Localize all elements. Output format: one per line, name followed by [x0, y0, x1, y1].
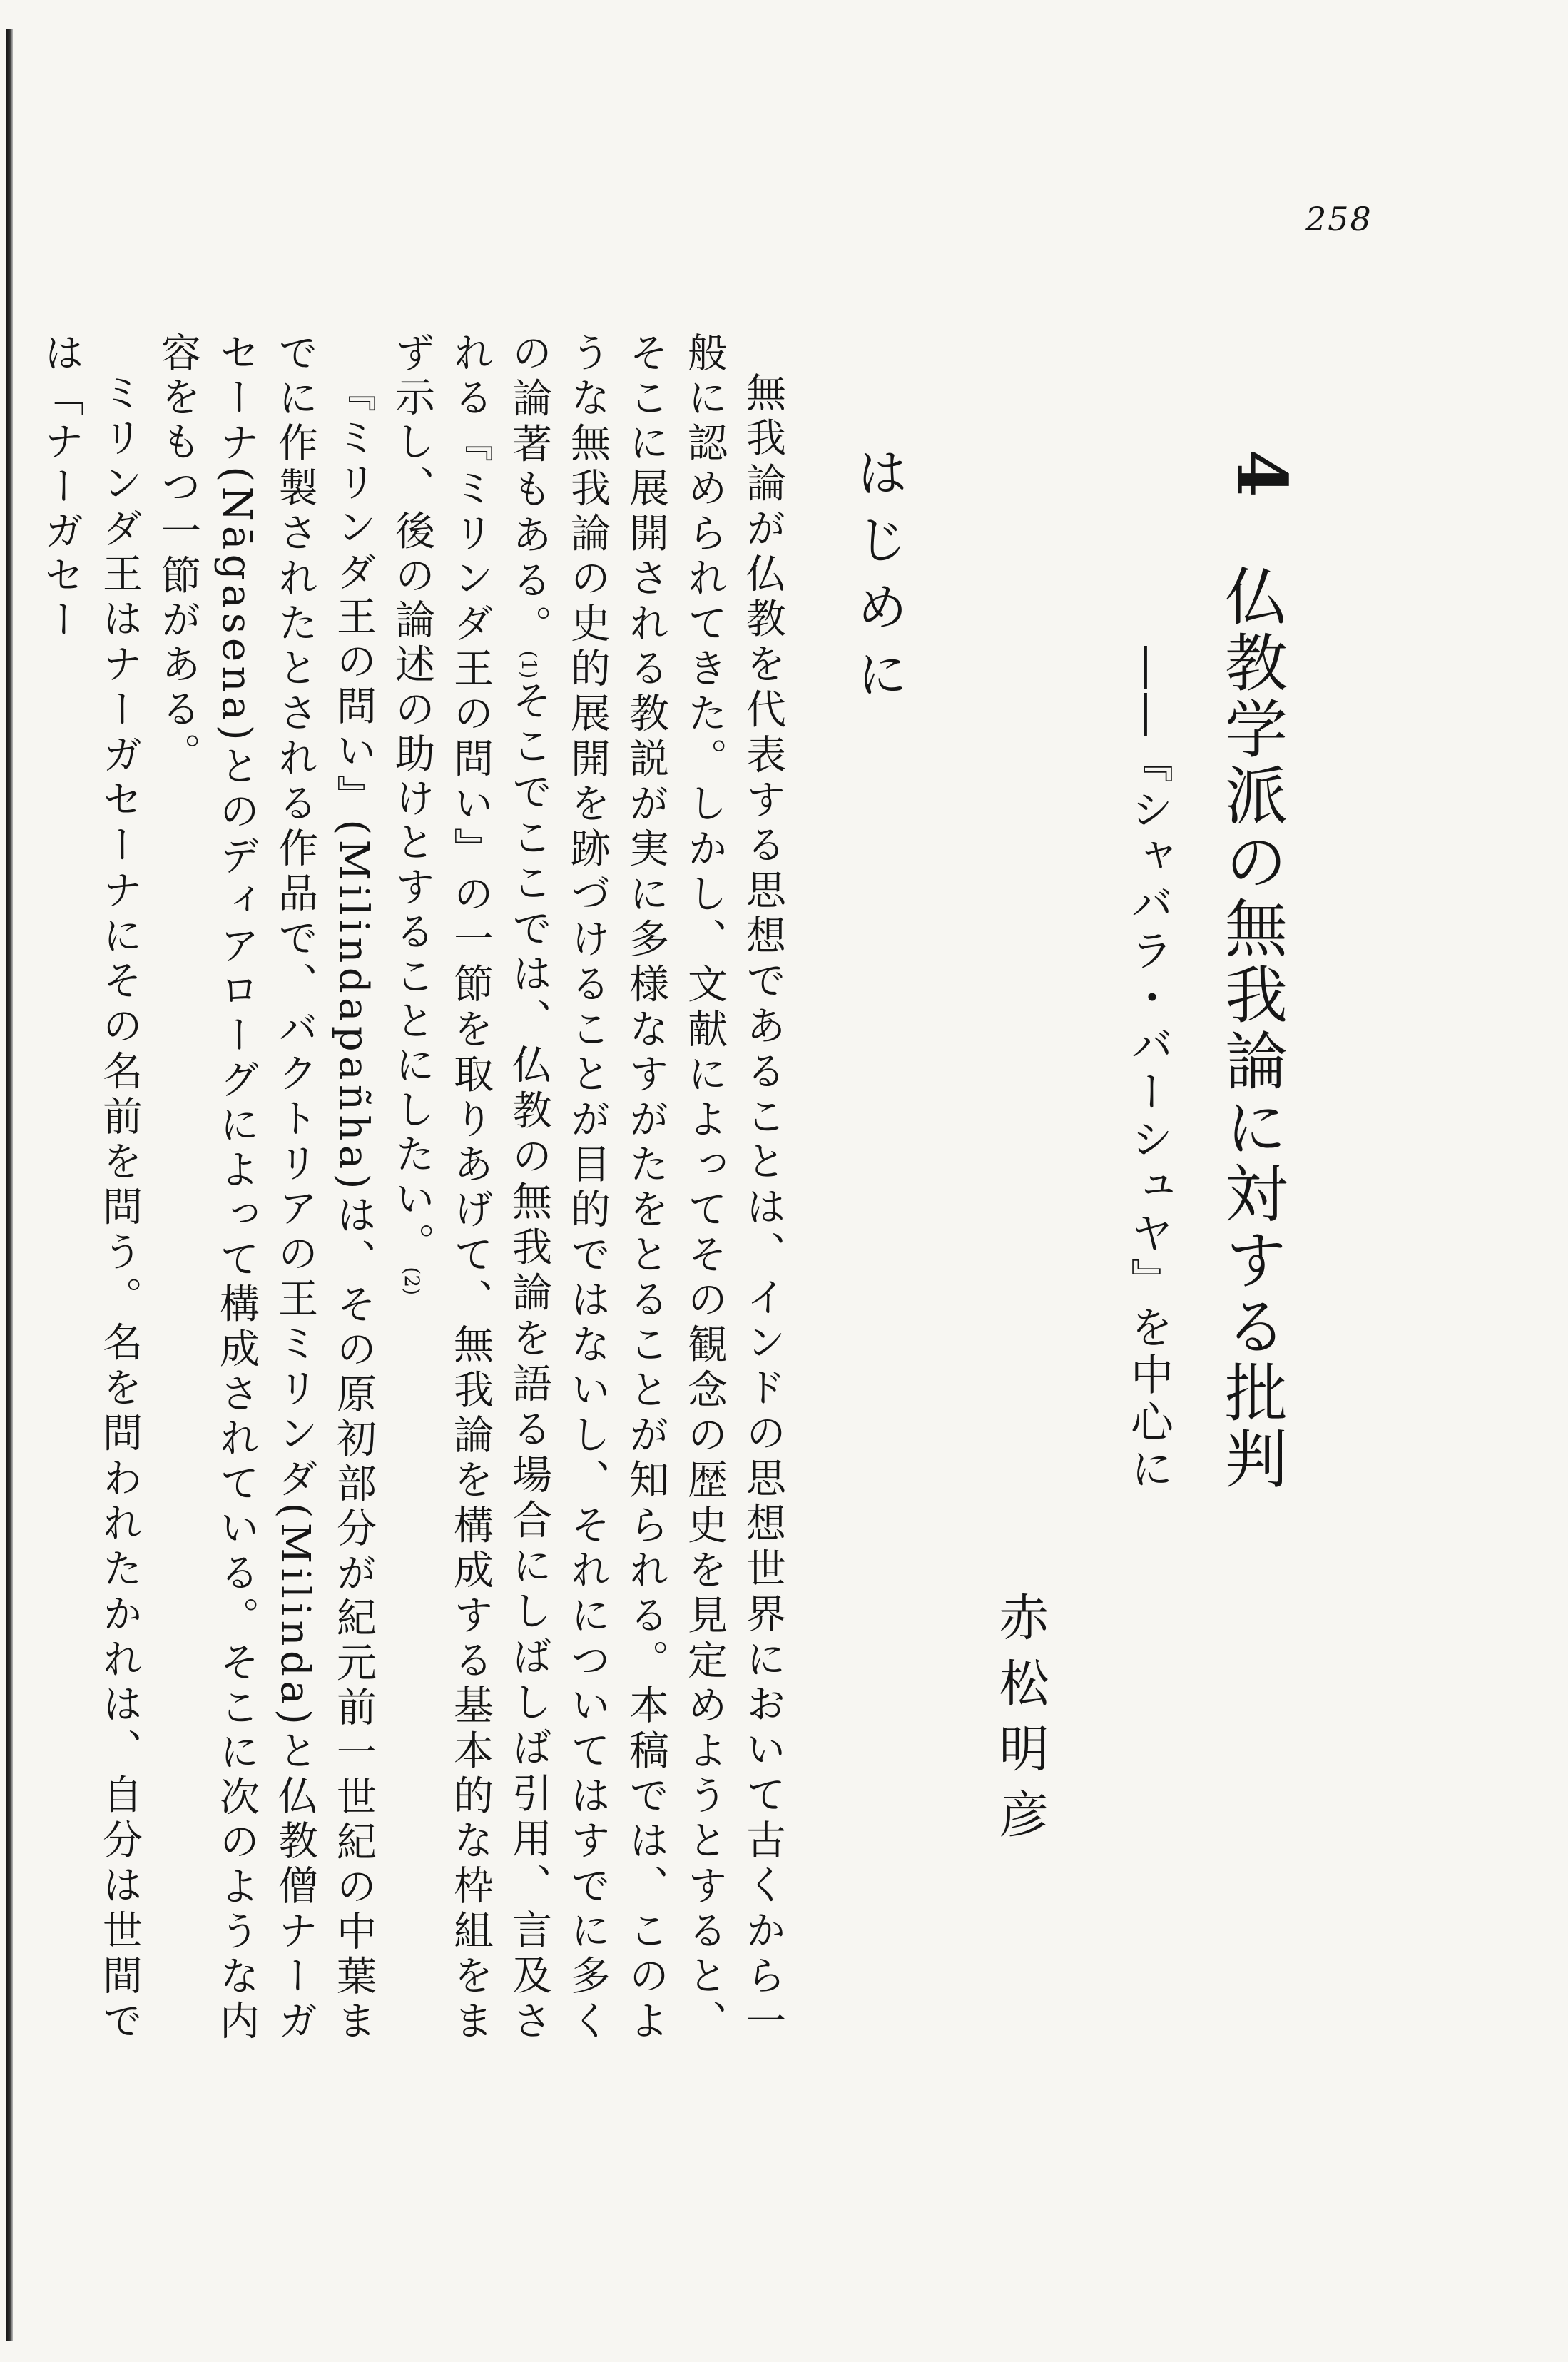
paragraph-2-text: 『ミリンダ王の問い』(Milindapañha)は、その原初部分が紀元前一世紀の中葉までに作製されたとされる作品で、バクトリアの王ミリンダ(Milinda)と仏教僧ナーガセーナ(Nāgasena)とのディアローグによって構成されている。そこに次のような内容をもつ一節がある。: [155, 332, 377, 2044]
paragraph-2: [148, 332, 382, 2044]
paragraph-3: [31, 332, 148, 2044]
binding-edge: [6, 29, 13, 2341]
chapter-title: 仏教学派の無我論に対する批判: [1215, 564, 1288, 1493]
section-heading: はじめに: [848, 446, 908, 714]
note-reference-2: (2): [400, 1267, 424, 1296]
paragraph-3-text: ミリンダ王はナーガセーナにその名前を問う。名を問われたかれは、自分は世間では「ナーガセー: [38, 332, 143, 2044]
chapter-number: 4: [1221, 450, 1302, 497]
author-name: 赤松明彦: [991, 1591, 1049, 1854]
paragraph-1-text-b: そこでここでは、仏教の無我論を語る場合にしばしば引用、言及される『ミリンダ王の問い』の一節を取りあげて、無我論を構成する基本的な枠組をまず示し、後の論述の助けとすることにしたい。: [389, 332, 552, 2044]
chapter-subtitle: ――『シャバラ・バーシュヤ』を中心に: [1124, 646, 1174, 1494]
paragraph-1: [382, 332, 792, 2044]
page-number: 258: [1305, 200, 1373, 238]
body-text: [38, 332, 792, 2044]
note-reference-1: (1): [517, 650, 541, 679]
paragraph-1-text-a: 無我論が仏教を代表する思想であることは、インドの思想世界において古くから一般に認められてきた。しかし、文献によってその観念の歴史を見定めようとすると、そこに展開される教説が実に多様なすがたをとることが知られる。本稿では、このような無我論の史的展開を跡づけることが目的ではないし、それについてはすでに多くの論著もある。: [506, 332, 786, 2044]
